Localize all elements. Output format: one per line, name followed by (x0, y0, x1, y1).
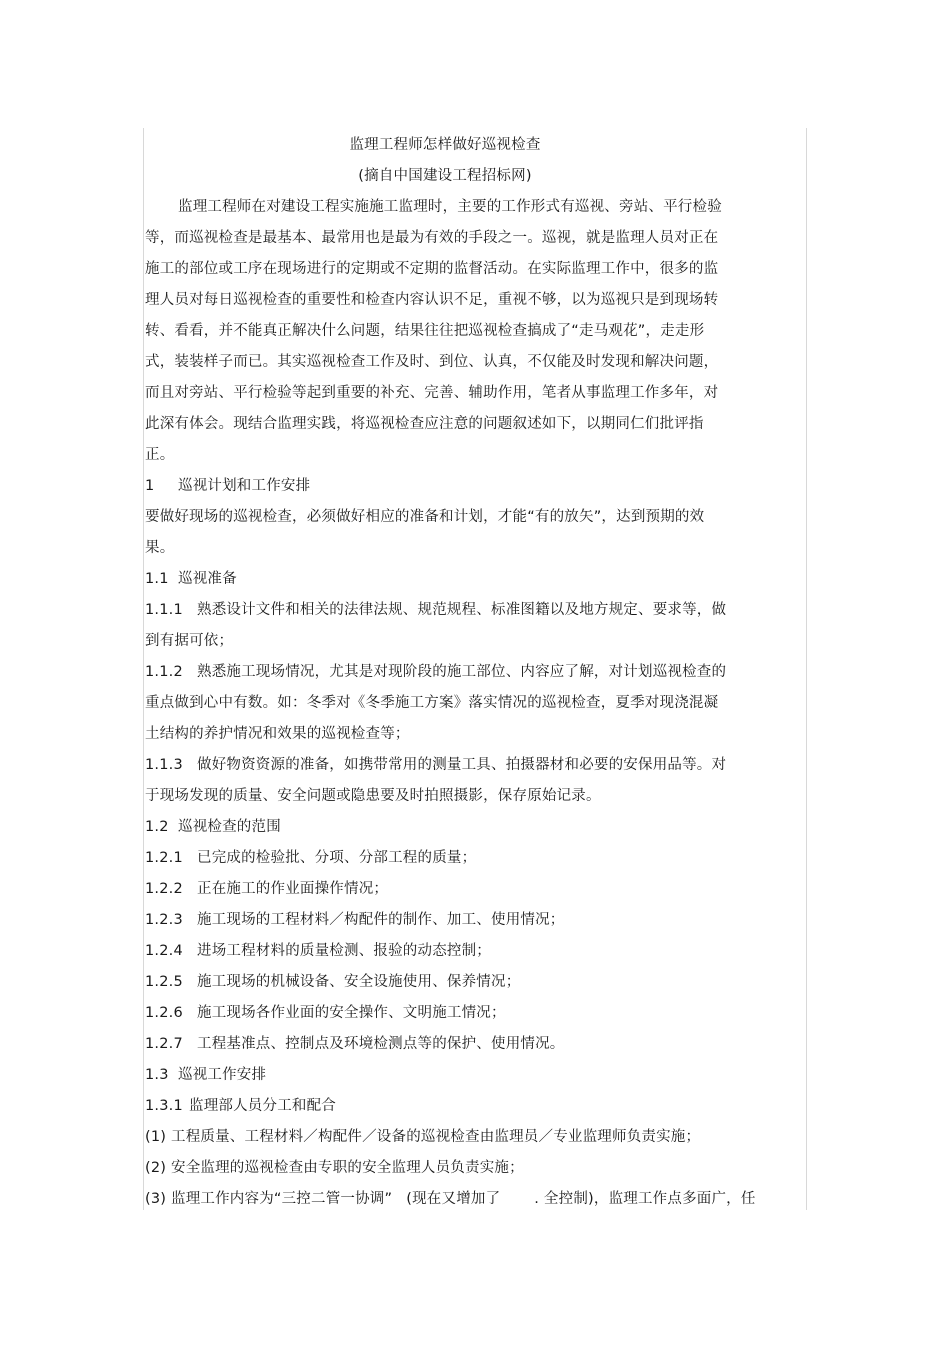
item-continuation: 重点做到心中有数。如：冬季对《冬季施工方案》落实情况的巡视检查，夏季对现浇混凝 (145, 695, 719, 711)
left-margin-rule (143, 128, 144, 1210)
body-line: 果。 (145, 540, 175, 556)
item-text: 监理工作内容为“三控二管一协调” (171, 1191, 393, 1207)
numbered-item (145, 750, 785, 781)
item-text: 工程质量、工程材料／构配件／设备的巡视检查由监理员／专业监理师负责实施； (171, 1129, 701, 1145)
intro-line: 正。 (145, 447, 175, 463)
item-number: 1.1.3 (145, 757, 183, 773)
item-number: 1.1.2 (145, 664, 183, 680)
section-number: 1 (145, 478, 155, 494)
section-number: 1.3 (145, 1067, 169, 1083)
item-text: 工程基准点、控制点及环境检测点等的保护、使用情况。 (197, 1036, 565, 1052)
list-item (145, 1122, 785, 1153)
section-title: 监理部人员分工和配合 (189, 1098, 336, 1114)
numbered-item (145, 967, 785, 998)
item-number: 1.1.1 (145, 602, 183, 618)
item-text: 做好物资资源的准备，如携带常用的测量工具、拍摄器材和必要的安保用品等。对 (197, 757, 727, 773)
intro-line: 等，而巡视检查是最基本、最常用也是最为有效的手段之一。巡视，就是监理人员对正在 (145, 230, 719, 246)
item-continuation: 于现场发现的质量、安全问题或隐患要及时拍照摄影，保存原始记录。 (145, 788, 601, 804)
item-number: 1.2.4 (145, 943, 183, 959)
subsection-heading (145, 1060, 785, 1091)
item-number: (3) (145, 1191, 167, 1207)
item-text: 安全监理的巡视检查由专职的安全监理人员负责实施； (171, 1160, 524, 1176)
item-text: 正在施工的作业面操作情况； (197, 881, 389, 897)
numbered-item (145, 874, 785, 905)
section-title: 巡视准备 (178, 571, 237, 587)
document-subtitle: (摘自中国建设工程招标网) (358, 168, 532, 184)
document-body (145, 130, 785, 1215)
intro-line: 施工的部位或工序在现场进行的定期或不定期的监督活动。在实际监理工作中，很多的监 (145, 261, 719, 277)
item-number: 1.2.2 (145, 881, 183, 897)
intro-paragraph (145, 192, 785, 471)
item-text: (现在又增加了 (406, 1191, 501, 1207)
intro-line: 此深有体会。现结合监理实践，将巡视检查应注意的问题叙述如下，以期同仁们批评指 (145, 416, 704, 432)
section-heading (145, 471, 785, 502)
intro-line: 监理工程师在对建设工程实施施工监理时，主要的工作形式有巡视、旁站、平行检验 (178, 199, 722, 215)
numbered-item (145, 936, 785, 967)
item-text: 施工现场的机械设备、安全设施使用、保养情况； (197, 974, 521, 990)
item-continuation: 土结构的养护情况和效果的巡视检查等； (145, 726, 410, 742)
section-title: 巡视计划和工作安排 (178, 478, 311, 494)
item-text: . 全控制)，监理工作点多面广，任 (534, 1191, 756, 1207)
item-continuation: 到有据可依； (145, 633, 234, 649)
item-number: 1.2.5 (145, 974, 183, 990)
intro-line: 转、看看，并不能真正解决什么问题，结果往往把巡视检查搞成了“走马观花”，走走形 (145, 323, 705, 339)
item-number: 1.2.6 (145, 1005, 183, 1021)
item-number: (2) (145, 1160, 167, 1176)
item-text: 已完成的检验批、分项、分部工程的质量； (197, 850, 477, 866)
item-number: 1.2.1 (145, 850, 183, 866)
sub-subsection-heading (145, 1091, 785, 1122)
item-text: 进场工程材料的质量检测、报验的动态控制； (197, 943, 491, 959)
section-title: 巡视工作安排 (178, 1067, 267, 1083)
numbered-item (145, 843, 785, 874)
item-text: 熟悉施工现场情况，尤其是对现阶段的施工部位、内容应了解，对计划巡视检查的 (197, 664, 727, 680)
section-number: 1.3.1 (145, 1098, 183, 1114)
section-number: 1.1 (145, 571, 169, 587)
item-number: 1.2.7 (145, 1036, 183, 1052)
item-text: 施工现场各作业面的安全操作、文明施工情况； (197, 1005, 506, 1021)
subsection-heading (145, 564, 785, 595)
list-item (145, 1153, 785, 1184)
body-line: 要做好现场的巡视检查，必须做好相应的准备和计划，才能“有的放矢”，达到预期的效 (145, 509, 705, 525)
subsection-heading (145, 812, 785, 843)
intro-line: 而且对旁站、平行检验等起到重要的补充、完善、辅助作用，笔者从事监理工作多年，对 (145, 385, 719, 401)
item-text: 熟悉设计文件和相关的法律法规、规范规程、标准图籍以及地方规定、要求等，做 (197, 602, 727, 618)
numbered-item (145, 657, 785, 688)
numbered-item (145, 1029, 785, 1060)
item-number: (1) (145, 1129, 167, 1145)
right-margin-rule (806, 128, 807, 1210)
item-number: 1.2.3 (145, 912, 183, 928)
section-title: 巡视检查的范围 (178, 819, 281, 835)
document-title: 监理工程师怎样做好巡视检查 (349, 137, 541, 153)
numbered-item (145, 595, 785, 626)
numbered-item (145, 905, 785, 936)
intro-line: 式，装装样子而已。其实巡视检查工作及时、到位、认真，不仅能及时发现和解决问题， (145, 354, 719, 370)
list-item (145, 1184, 785, 1215)
numbered-item (145, 998, 785, 1029)
item-text: 施工现场的工程材料／构配件的制作、加工、使用情况； (197, 912, 565, 928)
section-number: 1.2 (145, 819, 169, 835)
intro-line: 理人员对每日巡视检查的重要性和检查内容认识不足，重视不够，以为巡视只是到现场转 (145, 292, 719, 308)
